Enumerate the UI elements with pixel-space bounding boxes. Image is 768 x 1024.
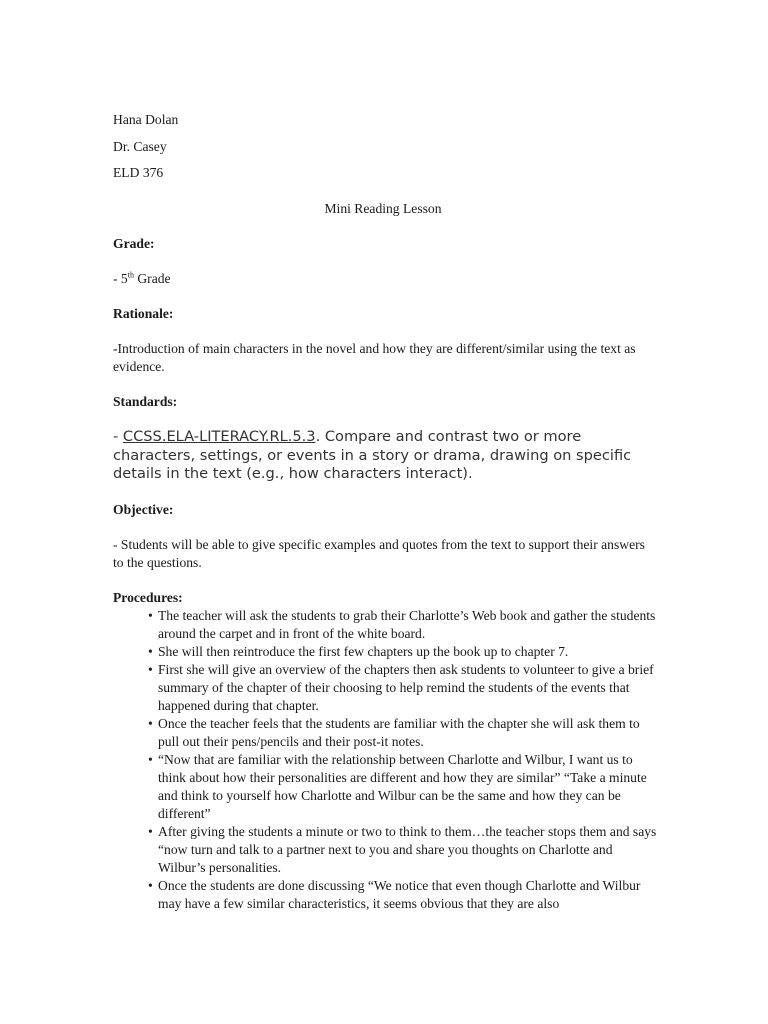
- list-item-text: Once the teacher feels that the students are familiar with the chapter she will ask them to pull out their pens/pencils and their post-it notes.: [158, 715, 640, 749]
- standards-text: [113, 428, 658, 484]
- instructor-name: Dr. Casey: [113, 138, 167, 154]
- list-item-text: The teacher will ask the students to grab their Charlotte’s Web book and gather the students around the carpet and in front of the white board.: [158, 607, 656, 641]
- list-item: [113, 643, 658, 661]
- rationale-heading: Rationale:: [113, 306, 174, 321]
- rationale-text: -Introduction of main characters in the novel and how they are different/similar using the text as evidence.: [113, 341, 636, 374]
- document-title: Mini Reading Lesson: [324, 201, 442, 216]
- document-page: [113, 111, 658, 913]
- bullet-icon: •: [148, 823, 153, 839]
- student-name: Hana Dolan: [113, 112, 179, 127]
- grade-superscript: th: [127, 270, 134, 280]
- standards-heading: Standards:: [113, 394, 178, 409]
- list-item-text: “Now that are familiar with the relationship between Charlotte and Wilbur, I want us to think about how their personalities are different and how they are similar” “Take a minute and think to yourself how Charlotte and Wilbur can be the same and how they can be different”: [158, 751, 647, 821]
- list-item-text: She will then reintroduce the first few chapters up the book up to chapter 7.: [158, 643, 569, 659]
- list-item-text: After giving the students a minute or two to think to them…the teacher stops them and says “now turn and talk to a partner next to you and share you thoughts on Charlotte and Wilbur’s personalities.: [158, 823, 657, 875]
- bullet-icon: •: [148, 661, 153, 677]
- list-item: [113, 823, 658, 877]
- standards-dash: -: [113, 428, 123, 445]
- bullet-icon: •: [148, 715, 153, 731]
- grade-suffix: Grade: [133, 271, 171, 286]
- objective-heading: Objective:: [113, 501, 174, 517]
- list-item-text: First she will give an overview of the chapters then ask students to volunteer to give a brief summary of the chapter of their choosing to help remind the students of the events that happened during that chapter.: [158, 661, 654, 713]
- list-item: [113, 715, 658, 751]
- bullet-icon: •: [148, 643, 153, 659]
- grade-prefix: - 5: [113, 271, 128, 286]
- list-item: [113, 877, 658, 913]
- standards-description: . Compare and contrast two or more characters, settings, or events in a story or drama, drawing on specific details in the text (e.g., how characters interact).: [113, 428, 632, 483]
- objective-text: - Students will be able to give specific examples and quotes from the text to support their answers to the questions.: [113, 536, 645, 570]
- list-item: [113, 607, 658, 643]
- course-code: ELD 376: [113, 165, 164, 180]
- standards-link[interactable]: CCSS.ELA-LITERACY.RL.5.3: [122, 428, 316, 445]
- list-item-text: Once the students are done discussing “We notice that even though Charlotte and Wilbur may have a few similar characteristics, it seems obvious that they are also: [158, 877, 641, 911]
- procedures-heading: Procedures:: [113, 589, 183, 605]
- list-item: [113, 751, 658, 823]
- bullet-icon: •: [148, 751, 153, 767]
- grade-value: [113, 270, 658, 288]
- bullet-icon: •: [148, 877, 153, 893]
- list-item: [113, 661, 658, 715]
- procedures-list: [113, 607, 658, 913]
- grade-heading: Grade:: [113, 236, 155, 251]
- bullet-icon: •: [148, 607, 153, 623]
